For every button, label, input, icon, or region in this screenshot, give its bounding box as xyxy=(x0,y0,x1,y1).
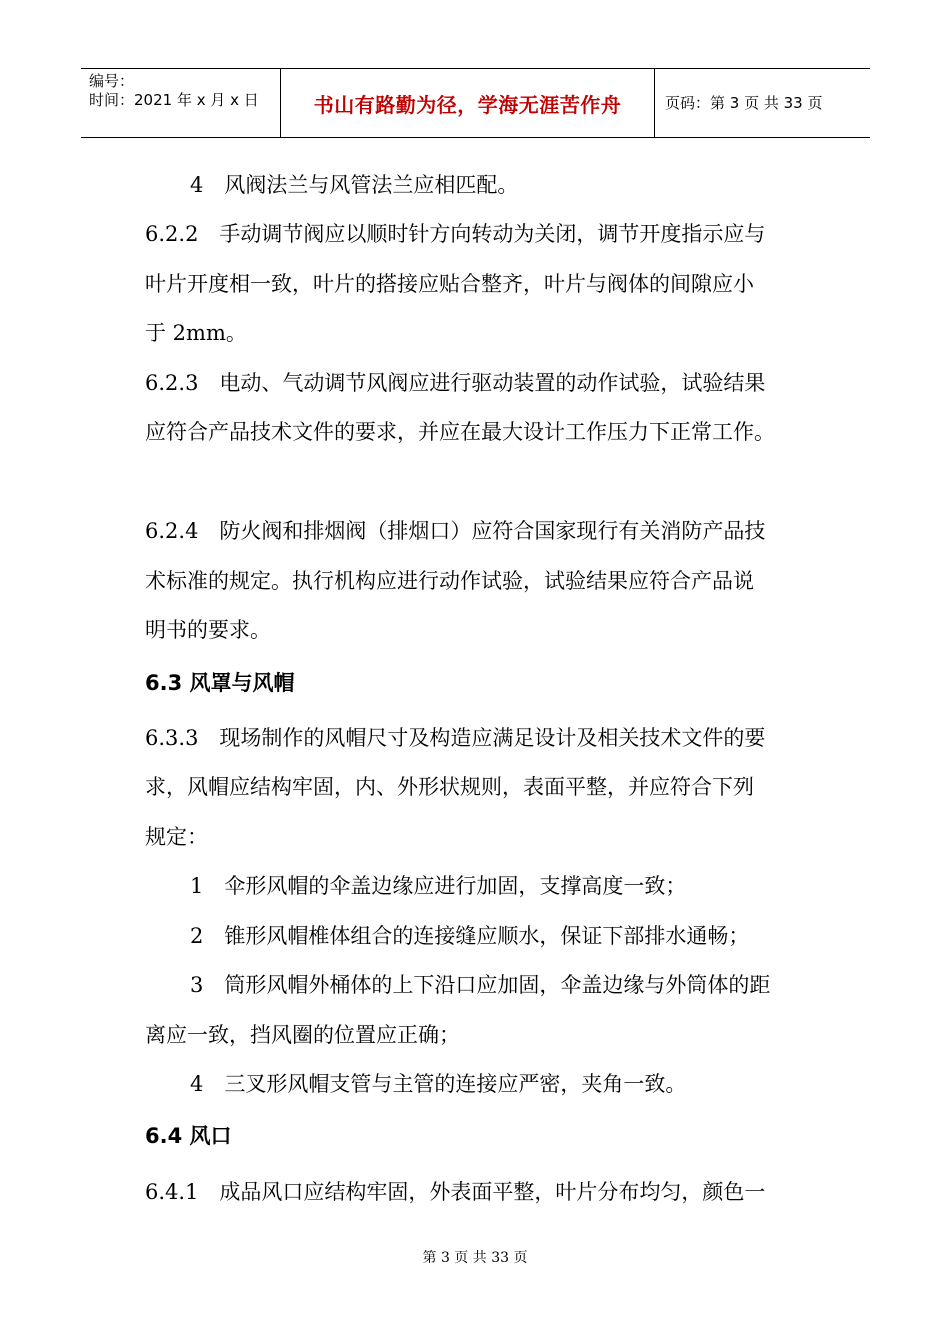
page-footer: 第 3 页 共 33 页 xyxy=(422,1250,528,1266)
header-page-cell xyxy=(655,69,870,137)
clause-6-4-1: 6.4.1 成品风口应结构牢固，外表面平整，叶片分布均匀，颜色一 xyxy=(145,1180,766,1204)
paragraph-line: 规定： xyxy=(145,825,208,849)
paragraph-line: 叶片开度相一致，叶片的搭接应贴合整齐，叶片与阀体的间隙应小 xyxy=(145,272,754,296)
section-heading-6-4: 6.4 风口 xyxy=(145,1124,232,1148)
header-motto-cell xyxy=(281,69,655,137)
header-motto: 书山有路勤为径，学海无涯苦作舟 xyxy=(313,92,622,117)
clause-6-2-3: 6.2.3 电动、气动调节风阀应进行驱动装置的动作试验，试验结果 xyxy=(145,371,766,395)
clause-6-2-4: 6.2.4 防火阀和排烟阀（排烟口）应符合国家现行有关消防产品技 xyxy=(145,519,766,543)
document-number: 编号： xyxy=(89,72,135,90)
clause-6-3-3: 6.3.3 现场制作的风帽尺寸及构造应满足设计及相关技术文件的要 xyxy=(145,726,766,750)
list-item: 4 风阀法兰与风管法兰应相匹配。 xyxy=(190,173,519,197)
paragraph-line: 明书的要求。 xyxy=(145,618,271,642)
section-heading-6-3: 6.3 风罩与风帽 xyxy=(145,671,295,695)
header-page-number: 页码：第 3 页 共 33 页 xyxy=(665,94,823,112)
list-item: 1 伞形风帽的伞盖边缘应进行加固，支撑高度一致； xyxy=(190,874,687,898)
header-meta xyxy=(81,69,281,137)
paragraph-line: 离应一致，挡风圈的位置应正确； xyxy=(145,1023,460,1047)
clause-6-2-2: 6.2.2 手动调节阀应以顺时针方向转动为关闭，调节开度指示应与 xyxy=(145,222,766,246)
list-item: 2 锥形风帽椎体组合的连接缝应顺水，保证下部排水通畅； xyxy=(190,924,750,948)
list-item: 4 三叉形风帽支管与主管的连接应严密，夹角一致。 xyxy=(190,1072,687,1096)
document-date: 时间：2021 年 x 月 x 日 xyxy=(89,91,259,109)
paragraph-line: 于 2mm。 xyxy=(145,321,247,345)
page-header xyxy=(81,68,870,138)
list-item: 3 筒形风帽外桶体的上下沿口应加固，伞盖边缘与外筒体的距 xyxy=(190,973,771,997)
paragraph-line: 术标准的规定。执行机构应进行动作试验，试验结果应符合产品说 xyxy=(145,569,754,593)
paragraph-line: 应符合产品技术文件的要求，并应在最大设计工作压力下正常工作。 xyxy=(145,420,775,444)
paragraph-line: 求，风帽应结构牢固，内、外形状规则，表面平整，并应符合下列 xyxy=(145,775,754,799)
